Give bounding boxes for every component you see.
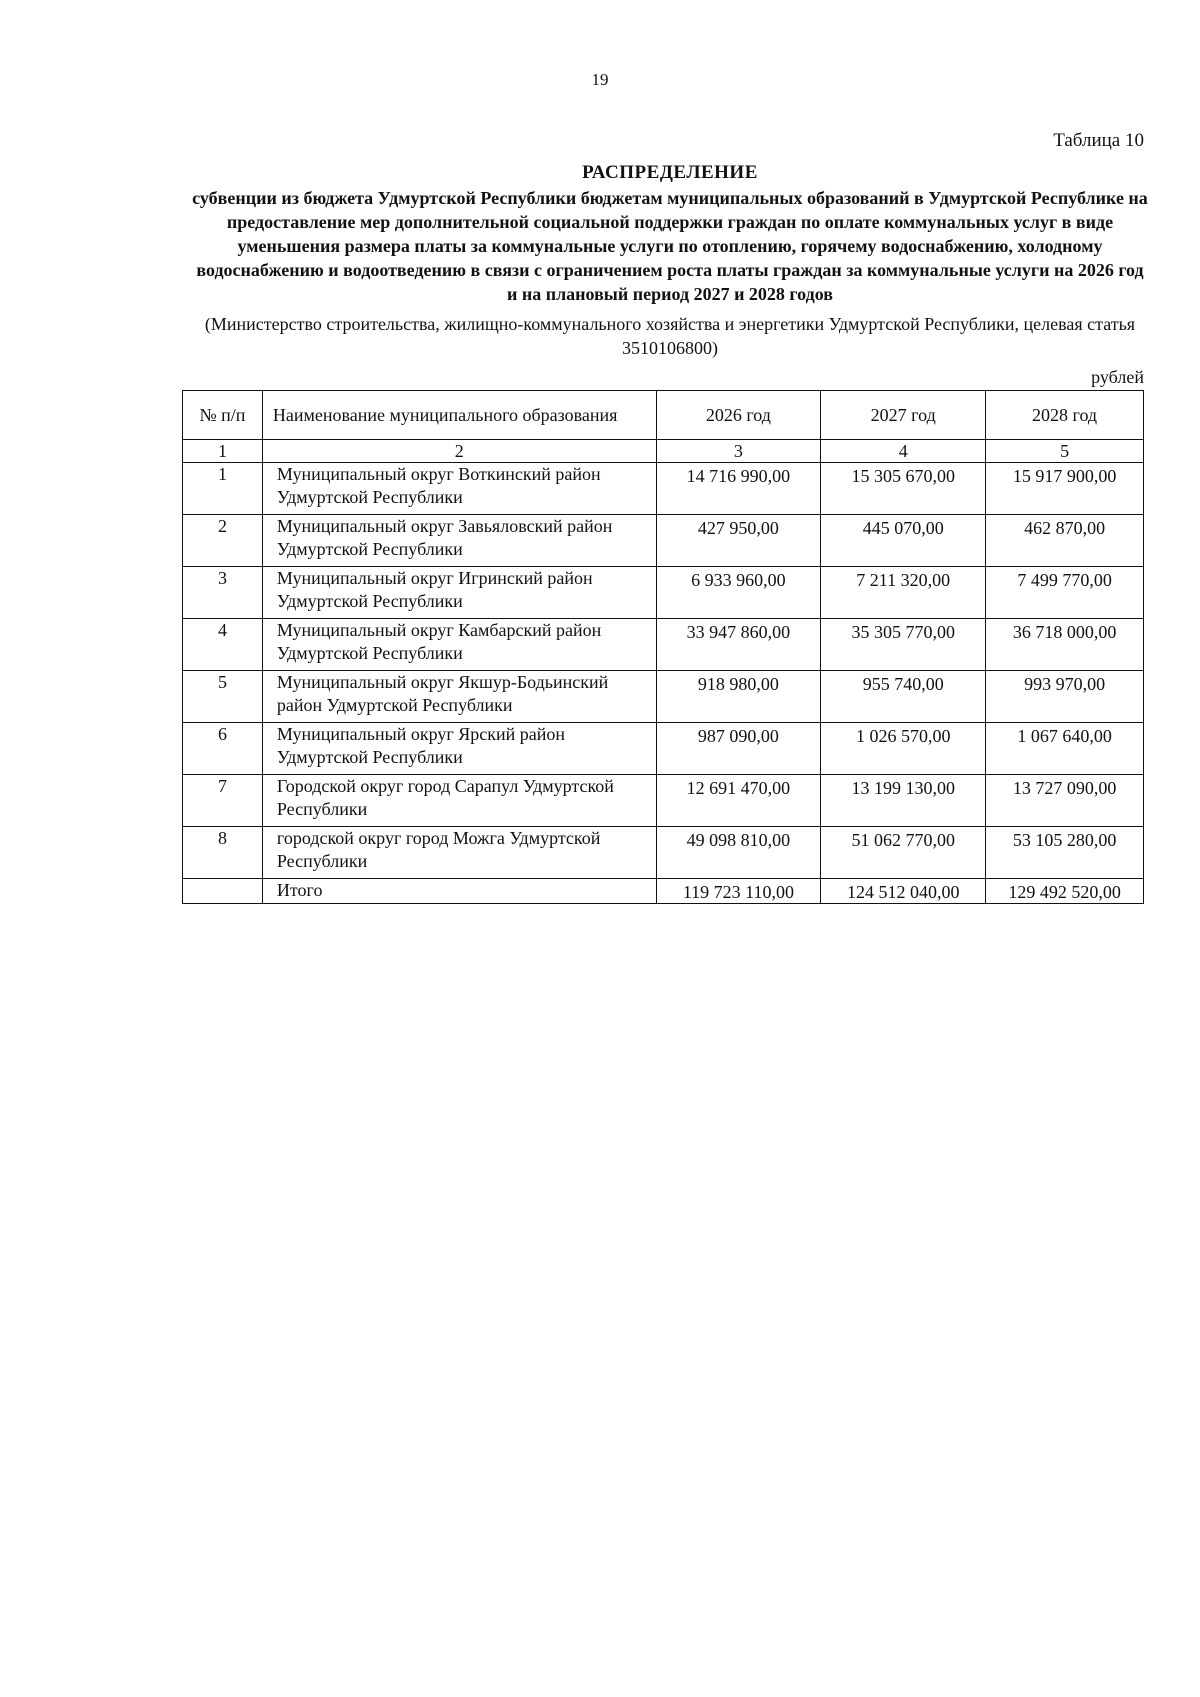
table-body [183,440,1144,904]
column-number: 5 [986,440,1144,463]
subvention-table [182,390,1144,904]
ministry-note: (Министерство строительства, жилищно-коммунального хозяйства и энергетики Удмуртской Республики, целевая статья 3510106800) [204,314,1136,358]
column-number: 4 [821,440,986,463]
table-row [183,463,1144,515]
row-number: 7 [183,775,263,827]
amount-2026: 33 947 860,00 [656,619,821,671]
total-2028: 129 492 520,00 [986,879,1144,904]
table-row [183,515,1144,567]
total-2026: 119 723 110,00 [656,879,821,904]
total-label: Итого [262,879,656,904]
table-row [183,775,1144,827]
table-header-row [183,391,1144,440]
row-number: 2 [183,515,263,567]
column-number: 2 [262,440,656,463]
municipality-name: городской округ город Можга Удмуртской Республики [262,827,656,879]
total-2027: 124 512 040,00 [821,879,986,904]
header-number: № п/п [183,391,263,440]
municipality-name: Муниципальный округ Воткинский район Удмуртской Республики [262,463,656,515]
column-number: 1 [183,440,263,463]
row-number: 3 [183,567,263,619]
heading-block [190,160,1150,360]
amount-2026: 49 098 810,00 [656,827,821,879]
amount-2028: 1 067 640,00 [986,723,1144,775]
municipality-name: Муниципальный округ Игринский район Удмуртской Республики [262,567,656,619]
amount-2027: 1 026 570,00 [821,723,986,775]
municipality-name: Муниципальный округ Камбарский район Удмуртской Республики [262,619,656,671]
amount-2027: 13 199 130,00 [821,775,986,827]
amount-2027: 51 062 770,00 [821,827,986,879]
amount-2027: 7 211 320,00 [821,567,986,619]
header-2027: 2027 год [821,391,986,440]
amount-2027: 15 305 670,00 [821,463,986,515]
row-number: 4 [183,619,263,671]
table-row [183,827,1144,879]
document-subtitle: субвенции из бюджета Удмуртской Республики бюджетам муниципальных образований в Удмуртской Республике на предоставление мер дополнительной социальной поддержки граждан по оплате коммунальных услуг в виде уменьшения размера платы за коммунальные услуги по отоплению, горячему водоснабжению, холодному водоснабжению и водоотведению в связи с ограничением роста платы граждан за коммунальные услуги на 2026 год и на плановый период 2027 и 2028 годов [192,188,1148,304]
table-label: Таблица 10 [1053,130,1144,151]
amount-2028: 993 970,00 [986,671,1144,723]
amount-2026: 918 980,00 [656,671,821,723]
units-label: рублей [1091,367,1144,387]
table-row [183,723,1144,775]
municipality-name: Муниципальный округ Якшур-Бодьинский район Удмуртской Республики [262,671,656,723]
amount-2027: 955 740,00 [821,671,986,723]
amount-2026: 12 691 470,00 [656,775,821,827]
municipality-name: Муниципальный округ Ярский район Удмуртской Республики [262,723,656,775]
header-2026: 2026 год [656,391,821,440]
amount-2028: 13 727 090,00 [986,775,1144,827]
municipality-name: Городской округ город Сарапул Удмуртской Республики [262,775,656,827]
amount-2028: 7 499 770,00 [986,567,1144,619]
amount-2026: 6 933 960,00 [656,567,821,619]
amount-2026: 14 716 990,00 [656,463,821,515]
column-number-row [183,440,1144,463]
amount-2028: 462 870,00 [986,515,1144,567]
total-row [183,879,1144,904]
row-number: 1 [183,463,263,515]
header-2028: 2028 год [986,391,1144,440]
amount-2026: 987 090,00 [656,723,821,775]
amount-2028: 15 917 900,00 [986,463,1144,515]
amount-2026: 427 950,00 [656,515,821,567]
amount-2027: 445 070,00 [821,515,986,567]
table-row [183,671,1144,723]
row-number: 5 [183,671,263,723]
amount-2028: 36 718 000,00 [986,619,1144,671]
table-row [183,567,1144,619]
municipality-name: Муниципальный округ Завьяловский район Удмуртской Республики [262,515,656,567]
page-number: 19 [591,70,609,89]
amount-2027: 35 305 770,00 [821,619,986,671]
document-title: РАСПРЕДЕЛЕНИЕ [582,162,758,183]
row-number: 8 [183,827,263,879]
amount-2028: 53 105 280,00 [986,827,1144,879]
table-row [183,619,1144,671]
total-number-cell [183,879,263,904]
row-number: 6 [183,723,263,775]
column-number: 3 [656,440,821,463]
header-name: Наименование муниципального образования [262,391,656,440]
